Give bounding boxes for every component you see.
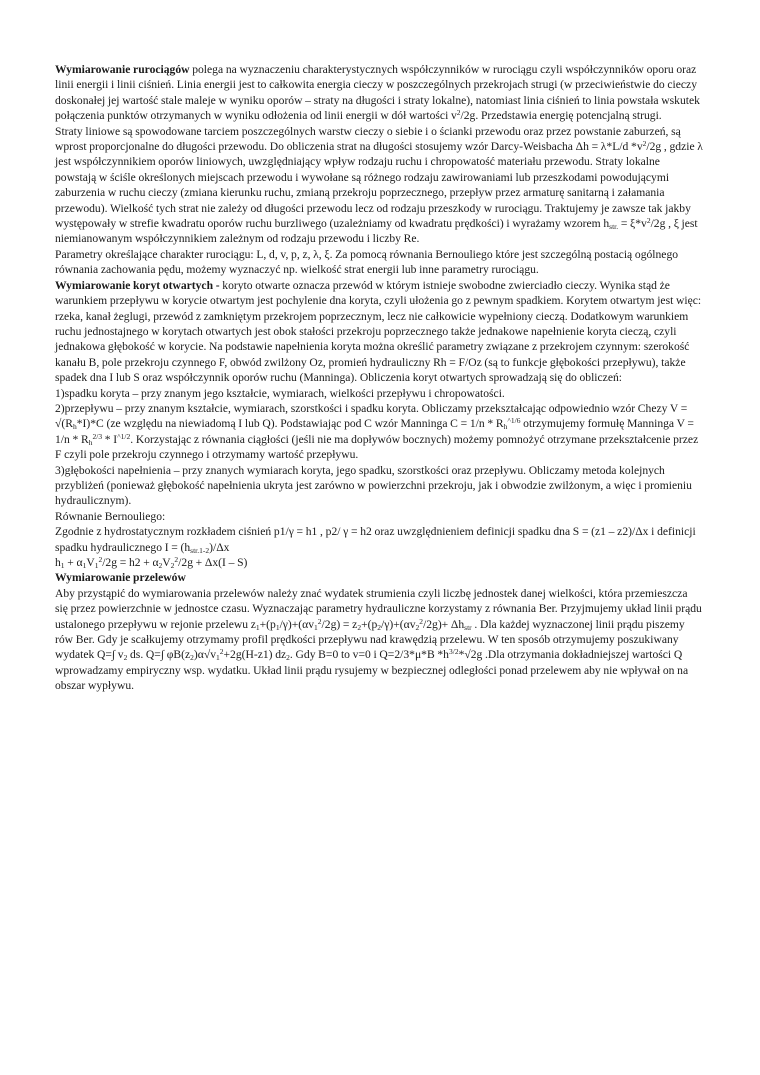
text: )α√v — [193, 648, 216, 662]
text: . Gdy B=0 to v=0 i Q=2/3*μ*B *h — [289, 648, 449, 662]
paragraph-bernoulli-def — [55, 524, 703, 555]
list-item-depth: 3)głębokości napełnienia – przy znanych wymiarach koryta, jego spadku, szorstkości oraz przepływu. Obliczamy metoda kolejnych przybliżeń (ponieważ głębokość napełnienia ukryta jest zarówno w powierzchni przekroju, jak i obwodzie zwilżonym, a więc i promieniu hydraulicznym). — [55, 463, 692, 508]
subscript: h — [88, 437, 93, 447]
text: /2g , gdzie λ jest współczynnikiem oporów liniowych, uwzględniający wpływ rodzaju ruchu i chropowatość materiału przewodu. Straty lokalne powstają w ściśle określonych miejscach przewodu i wywołane są różnego rodzaju zawirowaniami lub przeszkodami powodującymi zaburzenia w ruchu cieczy (zmiana kierunku ruchu, zmianą przekroju poprzecznego, przepływ przez armaturę sanitarną i załamania przewodu). Wielkość tych strat nie zależy od długości przewodu lecz od rodzaju przeszkody w rurociągu. Traktujemy je zawsze tak jakby występowały w strefie kwadratu oporów ruchu burzliwego (uzależniamy od kwadratu prędkości) i wyrażamy wzorem h — [55, 140, 703, 231]
text: /2g + Δx(I – S) — [178, 556, 248, 569]
subscript: 1 — [94, 561, 99, 570]
superscript: 2 — [646, 216, 651, 226]
text: V — [86, 556, 95, 569]
text: polega na wyznaczeniu charakterystycznych współczynników w rurociągu czyli współczynników oporu oraz linii energii i linii ciśnień. Linia energii jest to całkowita energia cieczy w poszczególnych przekrojach strugi (w przeciwieństwie do cieczy doskonałej jej wartość stale maleje w wyniku oporów – straty na długości i straty lokalne), natomiast linia ciśnień to linia powstała wskutek połączenia punktów otrzymanych w wyniku odłożenia od linii energii w dół wartości v — [55, 63, 700, 123]
subscript: h — [503, 422, 508, 432]
superscript: 2 — [317, 616, 322, 626]
subscript: 2 — [415, 622, 420, 632]
heading-open-channels: Wymiarowanie koryt otwartych - — [55, 278, 220, 292]
heading-weirs — [55, 570, 703, 585]
text: /2g)+ Δh — [423, 617, 465, 631]
text: /2g) = z — [321, 617, 358, 631]
superscript: 3/2 — [448, 647, 459, 657]
list-item-flow — [55, 401, 703, 463]
list-item-slope: 1)spadku koryta – przy znanym jego kształcie, wymiarach, wielkości przepływu i chropowatości. — [55, 386, 505, 400]
text: ds. Q=∫ φB(z — [127, 648, 191, 662]
text: +(p — [259, 617, 276, 631]
text: /γ)+(αv — [279, 617, 315, 631]
paragraph-open-channels — [55, 278, 703, 386]
text: Aby przystąpić do wymiarowania przelewów należy znać wydatek strumienia czyli liczbę jednostek danej wielkości, która przemieszcza się przez powierzchnie w jednostce czasu. Wyznaczając parametry hydrauliczne korzystamy z równania Ber. Przyjmujemy układ linii prądu ustalonego przepływu w rejonie przelewu z — [55, 586, 702, 631]
subscript: 1 — [82, 561, 87, 570]
text: *√2g .Dla otrzymania dokładniejszej wartości Q wprowadzamy empiryczny wsp. wydatku. Układ linii prądu rysujemy w bezpiecznej odległości ponad przelewem aby nie wpływał on na obszar wypływu. — [55, 648, 689, 693]
superscript: 2 — [642, 139, 647, 149]
subscript: str — [464, 622, 472, 632]
subscript: 1 — [255, 622, 260, 632]
subscript: 2 — [170, 561, 175, 570]
text: * I — [102, 432, 118, 446]
superscript: ^1/6 — [507, 416, 521, 426]
subscript: str. — [609, 222, 619, 232]
text: /2g , ξ jest niemianowanym współczynnikiem zależnym od rodzaju przewodu i liczby Re. — [55, 217, 698, 246]
text: . Korzystając z równania ciągłości (jeśli nie ma dopływów bocznych) możemy pomnożyć otrzymane przekształcenie przez F czyli pole przekroju czynnego i otrzymamy wartość przepływu. — [55, 432, 699, 462]
text: V — [162, 556, 171, 569]
text: )/Δx — [209, 540, 230, 554]
text: /γ)+(αv — [381, 617, 416, 631]
text: Straty liniowe są spowodowane tarciem poszczególnych warstw cieczy o siebie i o ścianki przewodu oraz przez powstanie zaburzeń, są wprost proporcjonalne do długości przewodu. Do obliczenia strat na długości stosujemy wzór Darcy-Weisbacha Δh = λ*L/d *v — [55, 124, 681, 154]
superscript: ^1/2 — [117, 431, 131, 441]
superscript: 2 — [419, 616, 423, 626]
paragraph-pipelines — [55, 62, 703, 124]
superscript: 2 — [456, 108, 461, 118]
text: /2g = h2 + α — [102, 556, 159, 569]
text: koryto otwarte oznacza przewód w którym istnieje swobodne zwierciadło cieczy. Wynika stąd że warunkiem przepływu w korycie otwartym jest pochylenie dna koryta, czyli ułożenia go z pewnym spadkiem. Korytem otwartym jest więc: rzeka, kanał żeglugi, przewód z zamkniętym przekrojem poprzecznym, lecz nie całkowicie wypełniony cieczą. Dodatkowym warunkiem ruchu jednostajnego w korytach otwartych jest obok stałości przekroju poprzecznego także jednakowe napełnienie koryta cieczą, czyli jednakowa głębokość w korycie. Na podstawie napełnienia koryta można określić parametry związane z przekrojem czynnym: szerokość kanału B, pole przekroju czynnego F, obwód zwilżony Oz, promień hydrauliczny Rh = F/Oz (są to funkcje głębokości przepływu), także spadek dna I lub S oraz współczynnik oporów ruchu (Manninga). Obliczenia koryt otwartych sprowadzają się do obliczeń: — [55, 278, 702, 385]
text: . Dla każdej wyznaczonej linii prądu piszemy rów Ber. Gdy je scałkujemy otrzymamy profil prędkości przepływu nad krawędzią przelewu. W ten sposób otrzymujemy poszukiwany wydatek Q=∫ v — [55, 617, 685, 662]
text: h — [55, 556, 61, 569]
subscript: 1 — [216, 653, 220, 663]
bernoulli-equation — [55, 555, 703, 570]
text: *I)*C (ze względu na niewiadomą I lub Q). Podstawiając pod C wzór Manninga C = 1/n * R — [76, 417, 504, 431]
text: + α — [64, 556, 83, 569]
text: +(p — [361, 617, 378, 631]
subscript: 1 — [314, 622, 318, 632]
subscript: 1 — [275, 622, 280, 632]
text: +2g(H-z1) dz — [223, 648, 287, 662]
superscript: 2 — [219, 647, 224, 657]
text: otrzymujemy formułę Manninga V = 1/n * R — [55, 417, 694, 446]
superscript: 2 — [174, 555, 179, 564]
text: Zgodnie z hydrostatycznym rozkładem ciśnień p1/γ = h1 , p2/ γ = h2 oraz uwzględnieniem definicji spadku dna S = (z1 – z2)/Δx i definicji spadku hydraulicznego I = (h — [55, 525, 696, 554]
subscript: 2 — [286, 653, 290, 663]
paragraph-parameters: Parametry określające charakter rurociągu: L, d, v, p, z, λ, ξ. Za pomocą równania Bernouliego które jest szczególną postacią ogólnego równania zachowania pędu, możemy wyznaczyć np. wielkość strat energii lub inne parametry rurociągu. — [55, 247, 679, 277]
subscript: 1 — [60, 561, 65, 570]
subscript: 2 — [123, 653, 128, 663]
subscript: str.1-2 — [190, 545, 210, 555]
paragraph-bernoulli-title: Równanie Bernouliego: — [55, 509, 166, 523]
document-body — [55, 62, 703, 694]
heading-pipelines: Wymiarowanie rurociągów — [55, 63, 190, 76]
heading-weirs-text: Wymiarowanie przelewów — [55, 571, 186, 585]
subscript: 2 — [158, 561, 163, 570]
subscript: 2 — [357, 622, 362, 632]
subscript: 2 — [190, 653, 194, 663]
superscript: 2 — [98, 555, 103, 564]
subscript: 2 — [377, 622, 382, 632]
subscript: h — [72, 422, 77, 432]
text: 2)przepływu – przy znanym kształcie, wymiarach, szorstkości i spadku koryta. Obliczamy przekształcając odpowiednio wzór Chezy V = √(R — [55, 401, 688, 431]
paragraph-weirs — [55, 586, 703, 694]
text: /2g. Przedstawia energię potencjalną strugi. — [460, 109, 662, 123]
superscript: 2/3 — [92, 431, 103, 441]
text: = ξ*v — [618, 217, 647, 231]
paragraph-losses — [55, 124, 703, 247]
